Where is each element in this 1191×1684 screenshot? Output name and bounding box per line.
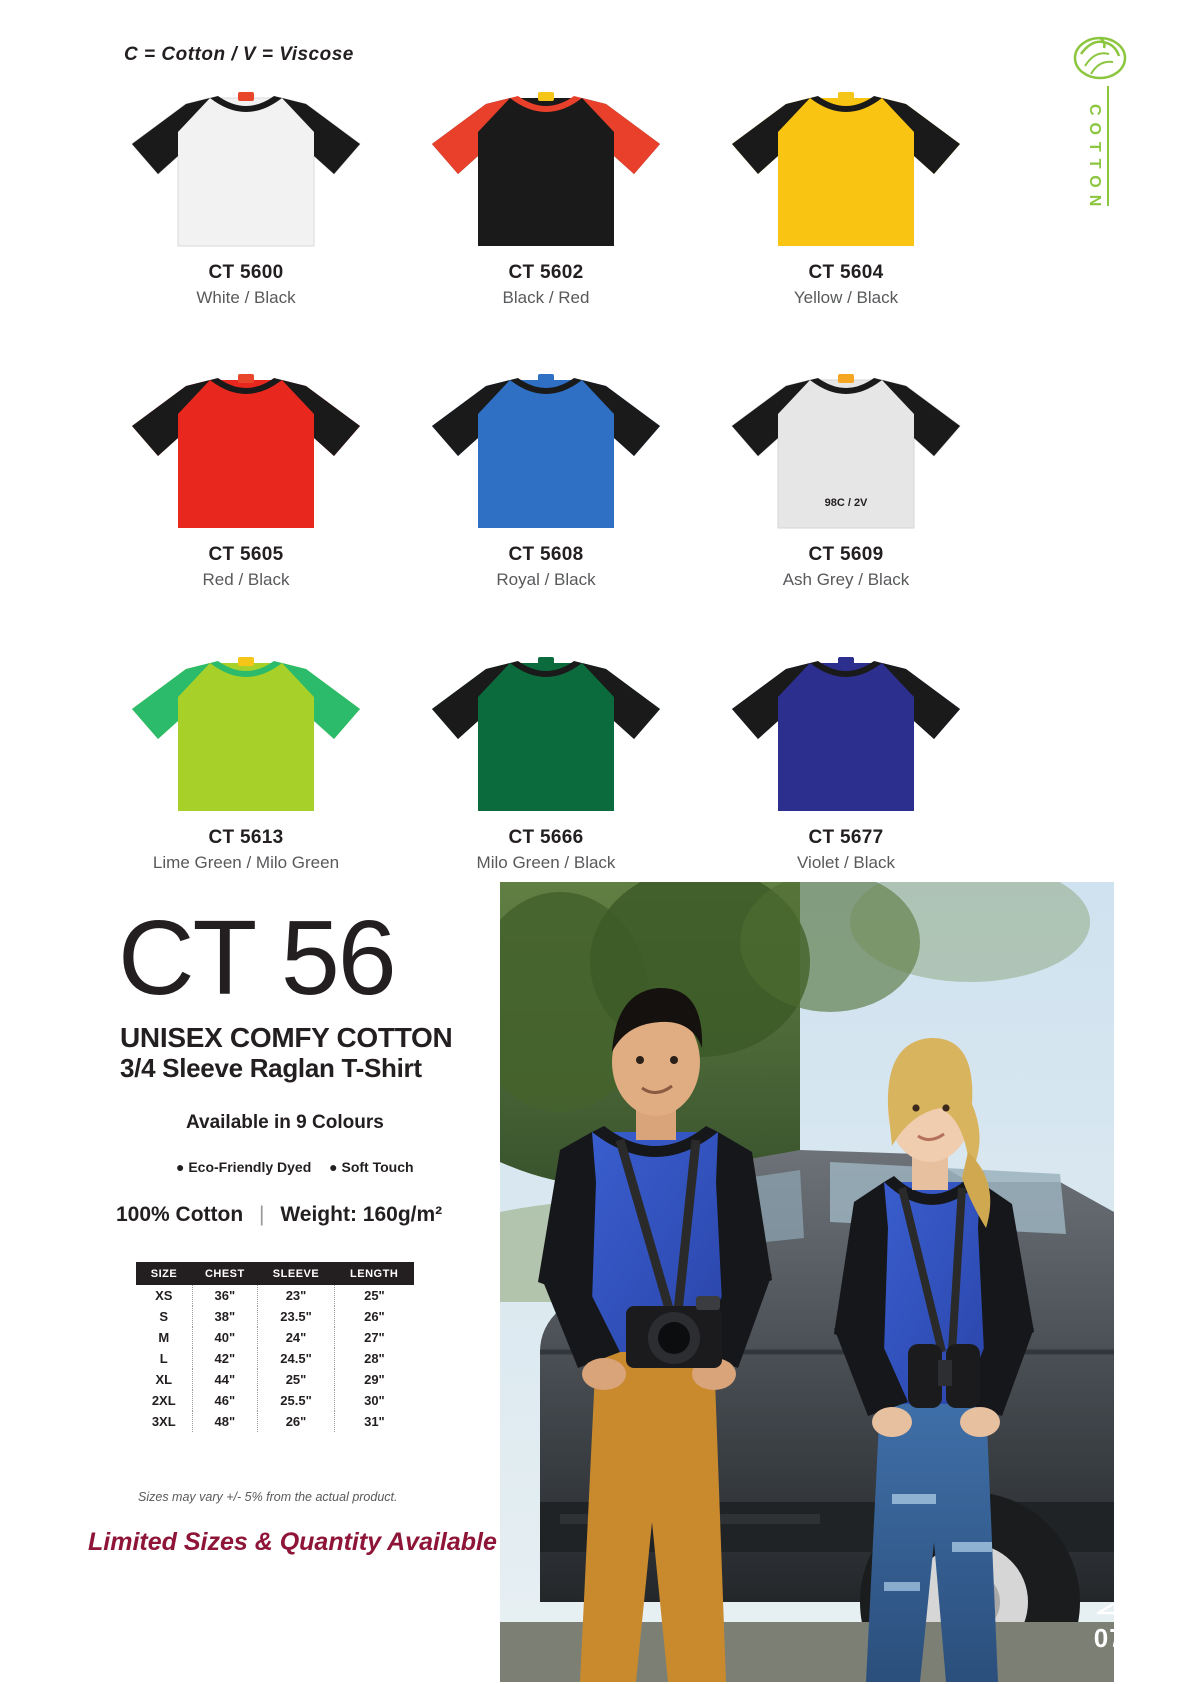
product-colour: White / Black <box>196 288 296 307</box>
product-row <box>96 647 996 873</box>
page-number: 079 <box>1093 1623 1141 1653</box>
product-card[interactable] <box>396 82 696 308</box>
spec-divider: | <box>259 1203 265 1226</box>
cell-sleeve: 24" <box>258 1327 335 1348</box>
product-image <box>114 82 378 262</box>
material-legend: C = Cotton / V = Viscose <box>124 44 354 65</box>
product-colour: Yellow / Black <box>793 288 899 307</box>
product-image <box>414 647 678 827</box>
feature-eco-friendly: ● Eco-Friendly Dyed <box>176 1159 312 1175</box>
size-chart-header-chest: CHEST <box>192 1262 258 1285</box>
cell-size: S <box>136 1306 192 1327</box>
spec-line <box>116 1203 442 1227</box>
cell-chest: 46" <box>192 1390 258 1411</box>
product-row <box>96 82 996 308</box>
product-card[interactable] <box>96 364 396 590</box>
cotton-tag-stem <box>1107 86 1109 206</box>
weight-label: Weight: 160g/m² <box>280 1203 443 1226</box>
product-image <box>114 647 378 827</box>
product-card[interactable] <box>696 647 996 873</box>
cell-length: 28" <box>364 1351 385 1366</box>
product-code: CT 5609 <box>808 544 884 566</box>
product-code: CT 5600 <box>208 262 284 283</box>
product-card[interactable] <box>96 82 396 308</box>
cotton-tag <box>1049 28 1139 368</box>
cell-sleeve: 24.5" <box>258 1348 335 1369</box>
product-image <box>114 364 378 544</box>
product-code: CT 5677 <box>808 826 884 848</box>
cell-length: 25" <box>364 1288 385 1303</box>
size-chart-header-row <box>136 1262 414 1285</box>
cell-size: L <box>136 1348 192 1369</box>
product-code: CT 5602 <box>508 262 584 283</box>
hanger-icon <box>1077 1590 1157 1621</box>
product-code: CT 5604 <box>808 262 884 283</box>
cell-size: M <box>136 1327 192 1348</box>
colours-available-label: Available in 9 Colours <box>186 1112 384 1133</box>
size-disclaimer: Sizes may vary +/- 5% from the actual product. <box>138 1490 398 1504</box>
cell-chest: 48" <box>192 1411 258 1432</box>
cell-sleeve: 23" <box>258 1285 335 1306</box>
product-card[interactable] <box>396 647 696 873</box>
size-chart-header-size: SIZE <box>136 1262 192 1285</box>
cell-size: 2XL <box>136 1390 192 1411</box>
cell-length: 27" <box>364 1330 385 1345</box>
product-card[interactable] <box>696 82 996 308</box>
material-label: 100% Cotton <box>116 1203 244 1226</box>
feature-list <box>176 1159 428 1175</box>
product-image <box>714 82 978 262</box>
cell-chest: 44" <box>192 1369 258 1390</box>
page-number-badge <box>1077 1590 1157 1654</box>
table-row <box>136 1327 414 1348</box>
cotton-tag-label: COTTON <box>1086 104 1103 214</box>
svg-text:98C / 2V: 98C / 2V <box>824 497 868 510</box>
cell-sleeve: 25.5" <box>258 1390 335 1411</box>
size-chart <box>136 1262 414 1432</box>
cell-length: 31" <box>364 1414 385 1429</box>
product-card[interactable] <box>96 647 396 873</box>
product-row <box>96 364 996 590</box>
product-card[interactable] <box>696 364 996 590</box>
product-grid <box>96 82 996 873</box>
cell-chest: 40" <box>192 1327 258 1348</box>
cell-size: XS <box>136 1285 192 1306</box>
product-image <box>414 364 678 544</box>
lifestyle-photo <box>500 882 1114 1682</box>
cell-chest: 38" <box>192 1306 258 1327</box>
cell-length: 26" <box>364 1309 385 1324</box>
product-colour: Red / Black <box>202 570 290 590</box>
product-image <box>714 647 978 827</box>
feature-soft-touch: ● Soft Touch <box>329 1159 414 1175</box>
product-code: CT 5605 <box>208 544 284 566</box>
table-row <box>136 1348 414 1369</box>
product-code: CT 5608 <box>508 544 584 566</box>
product-code: CT 5613 <box>208 826 284 848</box>
product-card[interactable] <box>396 364 696 590</box>
product-colour: Violet / Black <box>797 852 895 872</box>
product-colour: Milo Green / Black <box>476 852 616 872</box>
cell-size: XL <box>136 1369 192 1390</box>
cotton-ball-icon <box>1071 28 1129 86</box>
product-image <box>414 82 678 262</box>
product-image <box>714 364 978 544</box>
size-chart-header-length: LENGTH <box>334 1262 414 1285</box>
limited-availability-note: Limited Sizes & Quantity Available <box>88 1528 497 1556</box>
product-code: CT 5666 <box>508 826 584 848</box>
cell-sleeve: 23.5" <box>258 1306 335 1327</box>
cell-sleeve: 26" <box>258 1411 335 1432</box>
subtitle-secondary: 3/4 Sleeve Raglan T-Shirt <box>120 1053 422 1083</box>
product-colour: Black / Red <box>502 288 590 307</box>
subtitle-primary: UNISEX COMFY COTTON <box>120 1022 453 1053</box>
product-colour: Lime Green / Milo Green <box>152 852 340 872</box>
table-row <box>136 1369 414 1390</box>
table-row <box>136 1285 414 1306</box>
cell-chest: 42" <box>192 1348 258 1369</box>
cell-sleeve: 25" <box>258 1369 335 1390</box>
table-row <box>136 1306 414 1327</box>
product-colour: Ash Grey / Black <box>782 570 910 590</box>
size-chart-header-sleeve: SLEEVE <box>258 1262 335 1285</box>
table-row <box>136 1390 414 1411</box>
product-colour: Royal / Black <box>496 570 596 590</box>
table-row <box>136 1411 414 1432</box>
cell-size: 3XL <box>136 1411 192 1432</box>
cell-length: 30" <box>364 1393 385 1408</box>
page-title: CT 56 <box>118 899 395 1017</box>
cell-chest: 36" <box>192 1285 258 1306</box>
cell-length: 29" <box>364 1372 385 1387</box>
